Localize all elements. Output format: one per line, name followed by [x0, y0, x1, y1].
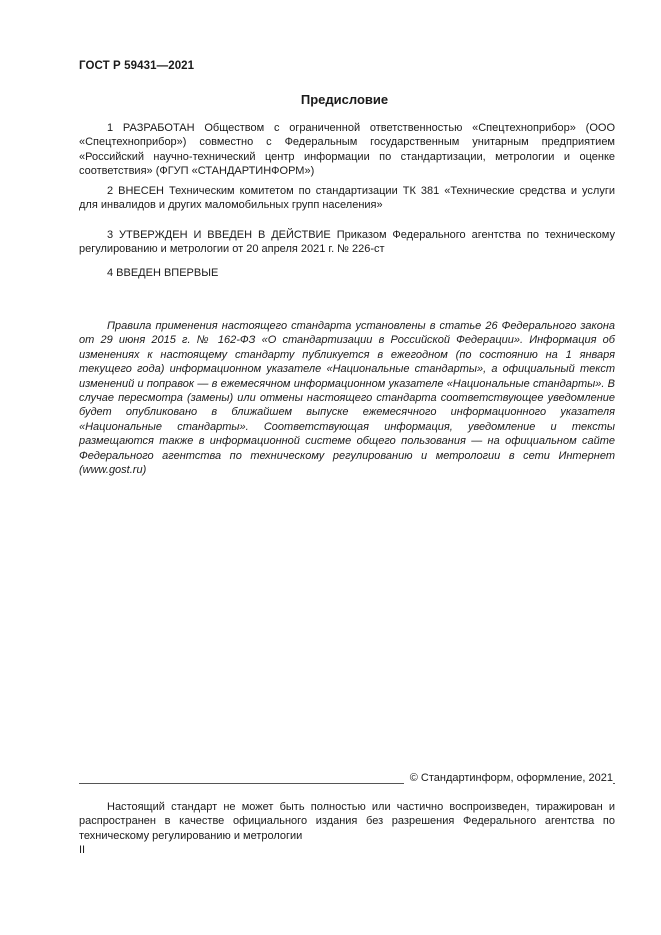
application-rules-notice: Правила применения настоящего стандарта установлены в статье 26 Федерального закона от 29 июня 2015 г. № 162-ФЗ «О стандартизации в Российской Федерации». Информация об изменениях к настоящему стандарту публикуется в ежегодном (по состоянию на 1 января текущего года) информационном указателе «Национальные стандарты», а официальный текст изменений и поправок — в ежемесячном информационном указателе «Национальные стандарты». В случае пересмотра (замены) или отмены настоящего стандарта соответствующее уведомление будет опубликовано в ближайшем выпуске ежемесячного информационного указателя «Национальные стандарты». Соответствующая информация, уведомление и тексты размещаются также в информационной системе общего пользования — на официальном сайте Федерального агентства по техническому регулированию и метрологии в сети Интернет (www.gost.ru): [79, 320, 615, 477]
page-number: II: [79, 844, 86, 856]
document-id: ГОСТ Р 59431—2021: [79, 60, 195, 72]
foreword-paragraph-approved: 3 УТВЕРЖДЕН И ВВЕДЕН В ДЕЙСТВИЕ Приказом Федерального агентства по техническому регулированию и метрологии от 20 апреля 2021 г. № 226-ст: [79, 229, 615, 256]
foreword-paragraph-submitted: 2 ВНЕСЕН Техническим комитетом по стандартизации ТК 381 «Технические средства и услуги для инвалидов и других маломобильных групп населения»: [79, 185, 615, 212]
reproduction-restriction-notice: Настоящий стандарт не может быть полностью или частично воспроизведен, тиражирован и распространен в качестве официального издания без разрешения Федерального агентства по техническому регулированию и метрологии: [79, 801, 615, 842]
copyright-notice: © Стандартинформ, оформление, 2021: [404, 772, 613, 784]
foreword-paragraph-developed: 1 РАЗРАБОТАН Обществом с ограниченной ответственностью «Спецтехноприбор» (ООО «Спецтехноприбор») совместно с Федеральным государственным унитарным предприятием «Российский научно-технический центр информации по стандартизации, метрологии и оценке соответствия» (ФГУП «СТАНДАРТИНФОРМ»): [79, 122, 615, 178]
foreword-paragraph-introduced: 4 ВВЕДЕН ВПЕРВЫЕ: [107, 267, 219, 279]
section-title: Предисловие: [300, 92, 389, 107]
